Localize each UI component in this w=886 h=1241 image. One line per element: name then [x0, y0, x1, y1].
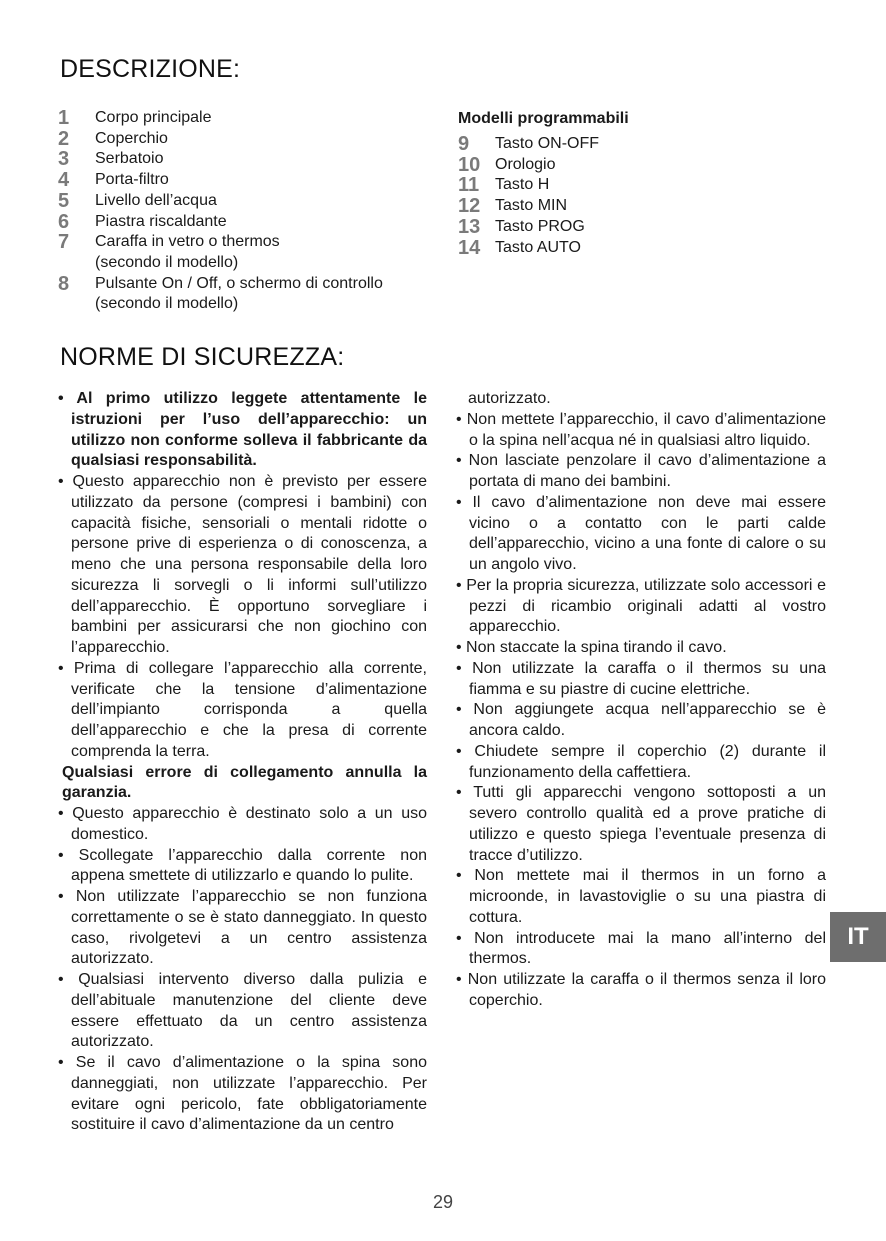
- list-item: [58, 129, 448, 150]
- heading-description: DESCRIZIONE:: [60, 55, 241, 83]
- safety-paragraph: • Questo apparecchio è destinato solo a un uso domestico.: [58, 805, 427, 843]
- item-number: 3: [58, 148, 70, 171]
- safety-paragraph: • Questo apparecchio non è previsto per essere utilizzato da persone (compresi i bambini) con capacità fisiche, sensoriali o mentali ridotte o persone prive di esperienza o di conoscenza, a meno che una persona responsabile della loro sicurezza li sorvegli o li informi sull’utilizzo dell’apparecchio. È opportuno sorvegliare i bambini per assicurarsi che non giochino con l’apparecchio.: [58, 473, 427, 656]
- item-number: 1: [58, 107, 70, 129]
- list-item: [458, 238, 758, 259]
- list-item: [58, 191, 448, 212]
- item-text-note: (secondo il modello): [95, 295, 239, 313]
- item-number: 9: [458, 133, 470, 155]
- safety-paragraph: • Se il cavo d’alimentazione o la spina sono danneggiati, non utilizzate l’apparecchio. Per evitare ogni pericolo, fate obbligatoriamente sostituire il cavo d’alimentazione da un centro: [58, 1054, 427, 1134]
- safety-column-right: [456, 389, 826, 1012]
- item-number: 4: [58, 169, 70, 192]
- list-item: [458, 196, 758, 217]
- safety-paragraph: • Tutti gli apparecchi vengono sottoposti a un severo controllo qualità ed a prove pratiche di utilizzo e questo spiega l’eventuale presenza di tracce d’utilizzo.: [456, 784, 826, 864]
- item-number: 10: [458, 153, 481, 176]
- list-item: [58, 108, 448, 129]
- list-item: [458, 155, 758, 176]
- safety-paragraph: • Qualsiasi intervento diverso dalla pulizia e dell’abituale manutenzione del cliente deve essere effettuato da un centro assistenza autorizzato.: [58, 971, 427, 1051]
- safety-paragraph: • Non mettete mai il thermos in un forno a microonde, in lavastoviglie o su una piastra di cottura.: [456, 867, 826, 926]
- safety-paragraph: • Non aggiungete acqua nell’apparecchio se è ancora caldo.: [456, 701, 826, 739]
- safety-paragraph: • Non utilizzate la caraffa o il thermos su una fiamma e su piastre di cucine elettriche.: [456, 659, 826, 698]
- item-text: Porta-filtro: [95, 171, 169, 189]
- item-text: Livello dell’acqua: [95, 191, 217, 209]
- safety-paragraph: • Non introducete mai la mano all’interno del thermos.: [456, 929, 826, 968]
- item-text: Tasto AUTO: [495, 238, 581, 256]
- programmable-title: Modelli programmabili: [458, 110, 629, 127]
- safety-paragraph: • Non utilizzate l’apparecchio se non funziona correttamente o se è stato danneggiato. In questo caso, rivolgetevi a un centro assistenza autorizzato.: [58, 888, 427, 968]
- item-number: 5: [58, 189, 70, 212]
- item-number: 6: [58, 210, 70, 233]
- list-item: [58, 149, 448, 170]
- safety-paragraph: • Non lasciate penzolare il cavo d’alimentazione a portata di mano dei bambini.: [456, 452, 826, 490]
- item-text: Serbatoio: [95, 150, 164, 168]
- safety-paragraph: • Non utilizzate la caraffa o il thermos senza il loro coperchio.: [456, 971, 826, 1009]
- item-number: 13: [458, 215, 481, 238]
- safety-paragraph: • Prima di collegare l’apparecchio alla corrente, verificate che la tensione d’alimentazione dell’impianto corrisponda a quella dell’apparecchio e che la presa di corrente comprenda la terra.: [58, 659, 427, 760]
- item-number: 12: [458, 195, 481, 218]
- safety-paragraph: • Per la propria sicurezza, utilizzate solo accessori e pezzi di ricambio originali adatti al vostro apparecchio.: [456, 576, 826, 636]
- safety-column-left: [58, 389, 427, 1136]
- item-text: Tasto H: [495, 176, 550, 194]
- page-number: 29: [432, 1192, 454, 1212]
- parts-list: [58, 108, 448, 315]
- safety-paragraph: • Il cavo d’alimentazione non deve mai essere vicino o a contatto con le parti calde dell’apparecchio, vicino a una fonte di calore o su un angolo vivo.: [456, 493, 826, 573]
- item-number: 7: [58, 231, 70, 254]
- programmable-list: [458, 108, 758, 258]
- item-text: Tasto ON-OFF: [495, 135, 600, 152]
- item-text: Pulsante On / Off, o schermo di controllo: [95, 274, 383, 292]
- safety-paragraph: • Al primo utilizzo leggete attentamente le istruzioni per l’uso dell’apparecchio: un utilizzo non conforme solleva il fabbricante da qualsiasi responsabilità.: [58, 390, 427, 470]
- item-text: Tasto MIN: [495, 197, 568, 215]
- item-text-note: (secondo il modello): [95, 253, 239, 271]
- item-text: Orologio: [495, 155, 556, 173]
- language-tab: IT: [830, 912, 886, 962]
- list-item: [58, 170, 448, 191]
- list-item: [58, 232, 448, 273]
- item-number: 11: [458, 174, 480, 197]
- safety-paragraph: • Non mettete l’apparecchio, il cavo d’alimentazione o la spina nell’acqua né in qualsiasi altro liquido.: [456, 410, 826, 449]
- list-item: [458, 175, 758, 196]
- item-number: 14: [458, 236, 481, 259]
- safety-paragraph: • Non staccate la spina tirando il cavo.: [456, 639, 727, 656]
- heading-safety: NORME DI SICUREZZA:: [60, 343, 345, 371]
- item-text: Piastra riscaldante: [95, 212, 227, 230]
- item-text: Tasto PROG: [495, 217, 585, 235]
- safety-paragraph: • Scollegate l’apparecchio dalla corrente non appena smettete di utilizzarlo e quando lo pulite.: [58, 846, 427, 885]
- list-item: [458, 217, 758, 238]
- safety-paragraph: autorizzato.: [468, 390, 551, 407]
- item-text: Coperchio: [95, 129, 168, 147]
- list-item: [58, 274, 448, 315]
- item-text: Caraffa in vetro o thermos: [95, 233, 280, 251]
- list-item: [458, 134, 758, 155]
- item-text: Corpo principale: [95, 109, 212, 126]
- item-number: 2: [58, 127, 70, 150]
- item-number: 8: [58, 272, 70, 295]
- safety-paragraph: • Chiudete sempre il coperchio (2) durante il funzionamento della caffettiera.: [456, 742, 826, 781]
- list-item: [58, 212, 448, 233]
- safety-paragraph: Qualsiasi errore di collegamento annulla la garanzia.: [62, 763, 427, 802]
